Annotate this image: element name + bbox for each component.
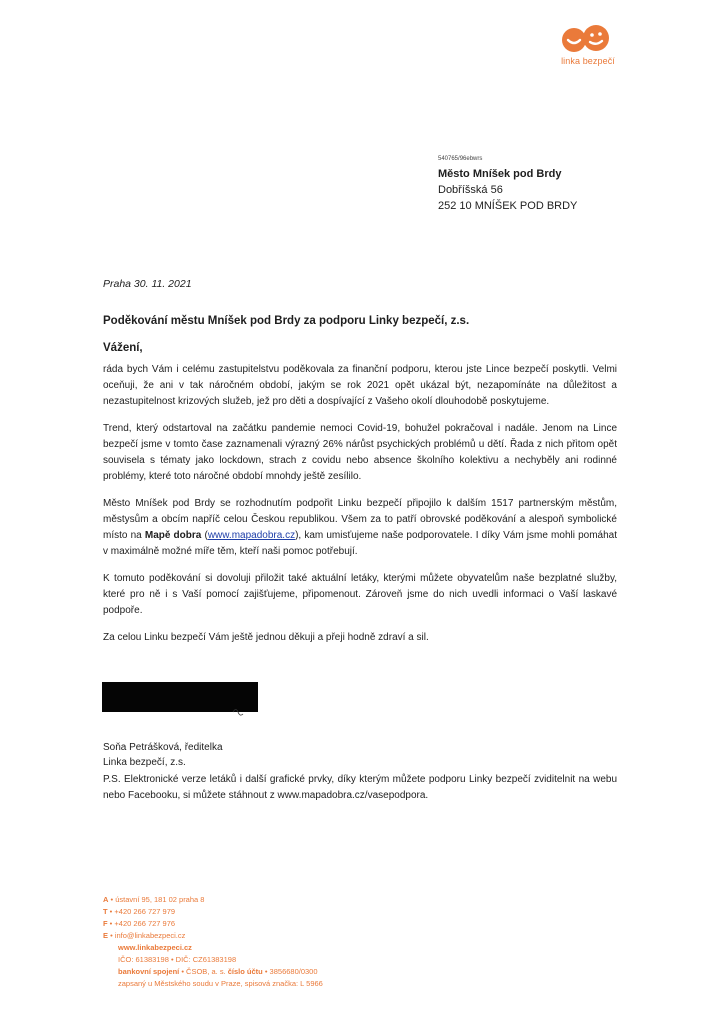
footer-company-ids: IČO: 61383198 • DIČ: CZ61383198 <box>118 955 237 964</box>
logo-text: linka bezpečí <box>561 56 615 66</box>
paragraph-4: K tomuto poděkování si dovoluji přiložit také aktuální letáky, kterými můžete obyvatelům naše bezplatné služby, které pro ně i s Vaší pomocí zajišťujeme, připomenout. Zároveň jsme do nich uvedli informaci o Vaší laskavé podpoře. <box>103 573 617 616</box>
account-label: číslo účtu <box>227 967 263 976</box>
fax-value: +420 266 727 976 <box>114 919 176 928</box>
letterhead-footer <box>103 894 323 990</box>
email-value[interactable]: info@linkabezpeci.cz <box>114 931 186 940</box>
footer-phone: T • +420 266 727 979 <box>103 907 176 916</box>
footer-registry: zapsaný u Městského soudu v Praze, spisová značka: L 5966 <box>118 979 323 988</box>
letter-date: Praha 30. 11. 2021 <box>103 278 192 290</box>
salutation: Vážení, <box>103 342 143 354</box>
address-key: A <box>103 895 109 904</box>
account-number: • 3856680/0300 <box>262 967 318 976</box>
footer-fax: F • +420 266 727 976 <box>103 919 176 928</box>
recipient-name: Město Mníšek pod Brdy <box>438 168 562 180</box>
mapadobra-link[interactable]: www.mapadobra.cz <box>207 530 296 541</box>
signer-block <box>103 740 223 770</box>
bank-name: • ČSOB, a. s. <box>179 967 228 976</box>
recipient-street: Dobříšská 56 <box>438 184 503 196</box>
paragraph-3 <box>103 496 617 560</box>
fax-key: F <box>103 919 108 928</box>
logo-faces-icon <box>556 22 620 56</box>
signature-stroke-icon <box>232 706 244 718</box>
signer-name: Soňa Petrášková, ředitelka <box>103 742 223 753</box>
email-key: E <box>103 931 109 940</box>
footer-website[interactable]: www.linkabezpeci.cz <box>118 943 192 952</box>
paragraph-5: Za celou Linku bezpečí Vám ještě jednou děkuji a přeji hodně zdraví a sil. <box>103 632 429 643</box>
recipient-address <box>438 156 577 214</box>
address-value: ústavní 95, 181 02 praha 8 <box>115 895 205 904</box>
footer-address: A • ústavní 95, 181 02 praha 8 <box>103 895 205 904</box>
letter-subject: Poděkování městu Mníšek pod Brdy za podporu Linky bezpečí, z.s. <box>103 315 470 327</box>
paragraph-2: Trend, který odstartoval na začátku pandemie nemoci Covid-19, bohužel pokračoval i nadále. Jenom na Lince bezpečí jsme v tomto čase zaznamenali výrazný 26% nárůst psychických problémů u dětí. Řada z nich přitom opět souvisela s tématy jako lockdown, strach z covidu nebo absence školního kolektivu a nechyběly ani rodinné problémy, které toto náročné období mnohdy ještě zesílilo. <box>103 423 617 482</box>
footer-email: E • info@linkabezpeci.cz <box>103 931 186 940</box>
postscript: P.S. Elektronické verze letáků i další grafické prvky, díky kterým můžete podporu Linky bezpečí zviditelnit na webu nebo Facebooku, si můžete stáhnout z www.mapadobra.cz/vasepodpora. <box>103 774 617 801</box>
footer-bank <box>103 966 323 978</box>
linka-bezpeci-logo <box>556 22 620 72</box>
reference-number: 540765/96ebwrs <box>438 156 483 162</box>
paragraph-3-text-b: ( <box>201 530 208 541</box>
recipient-city: 252 10 MNÍŠEK POD BRDY <box>438 200 578 212</box>
paragraph-1: ráda bych Vám i celému zastupitelstvu poděkovala za finanční podporu, kterou jste Lince bezpečí poskytli. Velmi oceňuji, že ani v tak náročném období, jakým se rok 2021 opět ukázal být, nezapomínáte na důležitost a nezastupitelnost krizových služeb, jež pro děti a dospívající z Vašeho okolí dlouhodobě poskytujeme. <box>103 364 617 407</box>
phone-value: +420 266 727 979 <box>114 907 176 916</box>
phone-key: T <box>103 907 108 916</box>
signer-organization: Linka bezpečí, z.s. <box>103 757 186 768</box>
bank-label: bankovní spojení <box>118 967 180 976</box>
paragraph-3-text-c: ), kam umisťujeme naše podporovatele. I díky Vám jsme mohli pomáhat v maximálně možné míře těm, kteří naši pomoc potřebují. <box>103 530 617 557</box>
letter-body <box>103 362 617 657</box>
paragraph-3-text-a: Město Mníšek pod Brdy se rozhodnutím podpořit Linku bezpečí připojilo k dalším 1517 partnerským městům, městysům a obcím napříč celou Českou republikou. Všem za to patří obrovské poděkování a alespoň symbolické místo na <box>103 498 617 541</box>
mapa-dobra-bold: Mapě dobra <box>144 530 202 541</box>
